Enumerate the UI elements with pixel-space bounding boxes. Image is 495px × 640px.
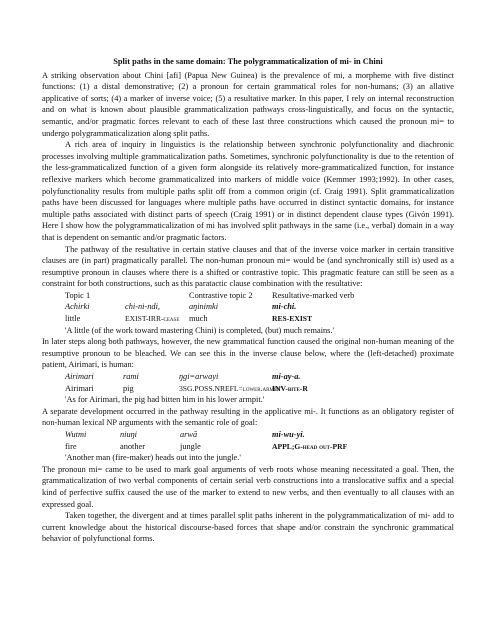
gloss: little	[65, 314, 81, 324]
gloss: RES-EXIST	[272, 314, 313, 324]
paragraph-conclusion: Taken together, the divergent and at times parallel split paths inherent in the polygrammaticalization of mi- add to current knowledge about the historical discourse-based forces that shape and/or constrain the synchronic grammatical behavior of polyfunctional forms.	[42, 511, 454, 544]
word: mi-wu-yi.	[272, 430, 305, 439]
gloss: much	[189, 314, 208, 324]
word: arwā	[180, 430, 198, 439]
word: mi-ay-a.	[272, 372, 301, 382]
paper-title: Split paths in the same domain: The polygrammaticalization of mi- in Chini	[113, 57, 383, 66]
word: Achirki	[65, 302, 90, 312]
example-3-gloss	[42, 441, 454, 453]
example-3-words	[42, 429, 454, 441]
example-2-gloss	[42, 383, 454, 395]
example-2-translation: 'As for Airimari, the pig had bitten him in his lower armpit.'	[65, 395, 265, 405]
word: Wutmi	[65, 430, 87, 439]
gloss: fire	[65, 441, 77, 451]
word: Airimari	[65, 372, 94, 382]
gloss: EXIST-IRR-cease	[125, 314, 180, 324]
gloss: APPL;G-head out-PRF	[272, 441, 348, 451]
word: ŋgi=arwayi	[179, 372, 219, 382]
word: chi-ni-ndi,	[125, 302, 160, 312]
gloss: Airimari	[65, 383, 94, 393]
gloss: INV-bite-R	[272, 383, 308, 393]
word: niuŋi	[120, 430, 138, 439]
paragraph-goal-marking: The pronoun mi= came to be used to mark goal arguments of verb roots whose meaning necessitated a goal. Then, the grammaticalization of two verbal components of certain serial verb constructions into a translocative suffix and a special kind of perfective suffix caused the use of the marker to extend to new verbs, and then eventually to all clauses with an expressed goal.	[42, 464, 454, 509]
word: aŋinimki	[189, 302, 219, 312]
paragraph-resultative: The pathway of the resultative in certain stative clauses and that of the inverse voice marker in certain transitive clauses are (in part) pragmatically parallel. The non-human pronoun mi= would be (and synchronically still is) used as a resumptive pronoun in clauses where there is a shifted or contrastive topic. This pragmatic feature can still be seen as a constraint for both constructions, such as this paratactic clause combination with the resultative:	[42, 244, 454, 289]
example-2-words	[42, 371, 454, 383]
paragraph-polyfunctionality: A rich area of inquiry in linguistics is the relationship between synchronic polyfunctionality and diachronic processes involving multiple grammaticalization paths. Sometimes, synchronic polyfunctionality is due to the retention of the less-grammaticalized function of a given form alongside its relatively more-grammaticalized function, for instance reflexive markers which become grammaticalized into markers of middle voice (Kemmer 1993;1992). In other cases, polyfunctionality results from multiple paths split off from a common origin (cf. Craig 1991). Split grammaticalization paths have been discussed for languages where multiple paths have occurred in distinct syntactic domains, for instance multiple paths associated with distinct parts of speech (Craig 1991) or in distinct dependent clause types (Givón 1991). Here I show how the polygrammaticalization of mi has involved split pathways in the same (i.e., verbal) domain in a way that is dependent on semantic and/or pragmatic factors.	[42, 140, 454, 242]
paragraph-applicative: A separate development occurred in the pathway resulting in the applicative mi-. It functions as an obligatory register of non-human lexical NP arguments with the semantic role of goal:	[42, 406, 454, 428]
gloss: another	[120, 441, 146, 451]
word: mi-chi.	[272, 302, 297, 312]
example-1-labels	[42, 290, 454, 302]
label-contrastive-topic: Contrastive topic 2	[189, 290, 253, 300]
label-resultative-verb: Resultative-marked verb	[272, 290, 355, 300]
example-1-translation: 'A little (of the work toward mastering Chini) is completed, (but) much remains.'	[65, 325, 335, 335]
word: rami	[123, 372, 139, 382]
gloss: pig	[123, 383, 134, 393]
paragraph-intro: A striking observation about Chini [afi] (Papua New Guinea) is the prevalence of mi, a morpheme with five distinct functions: (1) a distal demonstrative; (2) a pronoun for certain grammatical roles for non-humans; (3) an allative applicative of sorts; (4) a marker of inverse voice; (5) a resultative marker. In this paper, I rely on internal reconstruction and on what is known about plausible grammaticalization pathways cross-linguistically, and focus on the syntactic, semantic, and/or pragmatic forces relevant to each of these last three constructions which caused the pronoun mi= to undergo polygrammaticalization along split paths.	[42, 70, 454, 138]
example-3-translation: 'Another man (fire-maker) heads out into the jungle.'	[65, 453, 241, 463]
example-1-gloss	[42, 313, 454, 325]
paragraph-bleaching: In later steps along both pathways, however, the new grammatical function caused the original non-human meaning of the resumptive pronoun to be bleached. We can see this in the inverse clause below, where the (left-detached) proximate patient, Airimari, is human:	[42, 337, 454, 370]
document-page	[42, 56, 454, 545]
gloss: jungle	[180, 441, 201, 451]
example-1-words	[42, 301, 454, 313]
gloss: 3SG.POSS.NREFL=lower.armpit	[179, 383, 282, 393]
label-topic-1: Topic 1	[65, 290, 91, 300]
